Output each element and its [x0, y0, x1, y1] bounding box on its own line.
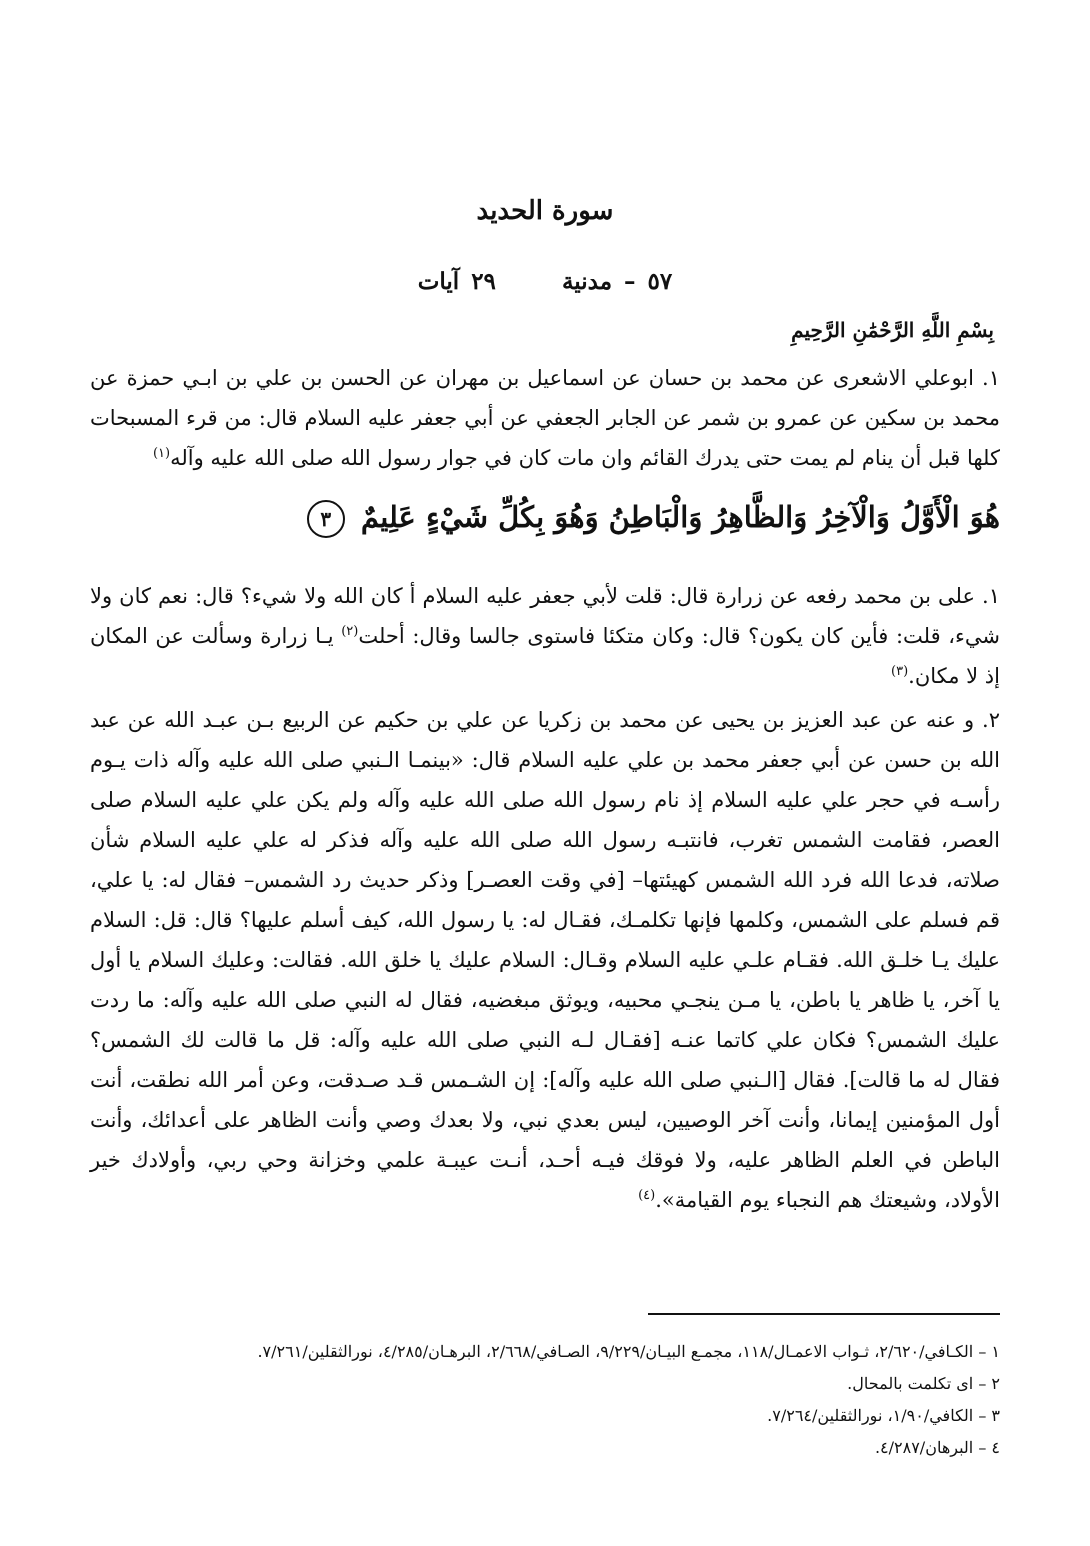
quran-verse-text: هُوَ الْأَوَّلُ وَالْآخِرُ وَالظَّاهِرُ وَالْبَاطِنُ وَهُوَ بِكُلِّ شَيْءٍ عَلِيمٌ: [360, 500, 1000, 534]
hadith-before-verse-text: ١. ابوعلي الاشعرى عن محمد بن حسان عن اسماعيل بن مهران عن الحسن بن علي بن ابـي حمزة عن محمد بن سكين عن عمرو بن شمر عن الجابر الجعفي عن أبي جعفر عليه السلام قال: من قرء المسبحات كلها قبل أن ينام لم يمت حتى يدرك القائم وان مات كان في جوار رسول الله صلى الله عليه وآله: [90, 366, 1000, 470]
footnote-ref-1: (١): [152, 446, 171, 461]
footnote-separator: [648, 1313, 1000, 1315]
footnote-1: ١ – الكـافي/٢/٦٢٠، ثـواب الاعمـال/١١٨، مجمـع البيـان/٩/٢٢٩، الصـافي/٢/٦٦٨، البرهـان/٤/٢٨٥، نورالثقلين/٧/٢٦١.: [257, 1342, 1000, 1361]
surah-verses-count: ٢٩ آيات: [417, 268, 496, 295]
footnote-ref-2: (٢): [341, 624, 359, 639]
footnote-3: ٣ – الكافي/١/٩٠، نورالثقلين/٧/٢٦٤.: [767, 1406, 1000, 1425]
hadith-1-text: ١. على بن محمد رفعه عن زرارة قال: قلت لأبي جعفر عليه السلام أ كان الله ولا شيء؟ قال: نعم كان ولا شيء، قلت: فأين كان يكون؟ قال: وكان متكئا فاستوى جالسا وقال: أحلت: [90, 584, 1001, 648]
quran-verse: [90, 500, 1000, 538]
surah-title: سورة الحديد: [476, 196, 614, 226]
hadith-1-text-end: يـا زرارة وسألت عن المكان إذ لا مكان.: [90, 624, 1000, 688]
surah-meta: [90, 268, 1000, 295]
hadith-before-verse: [90, 358, 1000, 478]
hadith-2: [90, 700, 1000, 1220]
surah-number-type: ٥٧ – مدنية: [561, 268, 673, 295]
footnote-2: ٢ – اى تكلمت بالمحال.: [847, 1374, 1000, 1393]
footnote-ref-4: (٤): [638, 1188, 656, 1203]
footnote-4: ٤ – البرهان/٤/٢٨٧.: [874, 1438, 1000, 1457]
hadith-2-text: ٢. و عنه عن عبد العزيز بن يحيى عن محمد بن زكريا عن علي بن حكيم عن الربيع بـن عبـد الله عن عبد الله بن حسن عن أبي جعفر محمد بن علي عليه السلام قال: «بينمـا الـنبي صلى الله عليه وآله ذات يـوم رأسـه في حجر علي عليه السلام إذ نام رسول الله صلى الله عليه وآله ولم يكن علي عليه السلام صلى العصر، فقامت الشمس تغرب، فانتبـه رسول الله صلى الله عليه وآله فذكر له علي عليه السلام شأن صلاته، فدعا الله فرد الله الشمس كهيئتها– [في وقت العصـر] وذكر حديث رد الشمس– فقال له: يا علي، قم فسلم على الشمس، وكلمها فإنها تكلمـك، فقـال له: يا رسول الله، كيف أسلم عليها؟ قال: قل: السلام عليك يـا خلـق الله. فقـام علـي عليه السلام وقـال: السلام عليك يا خلق الله. فقالت: وعليك السلام يا أول يا آخر، يا ظاهر يا باطن، يا مـن ينجـي محبيه، ويوثق مبغضيه، فقال له النبي صلى الله عليه وآله: ما ردت عليك الشمس؟ فكان علي كاتما عنـه [فقـال لـه النبي صلى الله عليه وآله: قل ما قالت لك الشمس؟ فقال له ما قالت]. فقال [الـنبي صلى الله عليه وآله]: إن الشـمس قـد صـدقت، وعن أمر الله نطقت، أنت أول المؤمنين إيمانا، وأنت آخر الوصيين، ليس بعدي نبي، ولا بعدك وصي وأنت الظاهر على أعدائك، وأنت الباطن في العلم الظاهر عليه، ولا فوقك فيـه أحـد، أنـت عيبـة علمي وخزانة وحي ربي، وأولادك خير الأولاد، وشيعتك هم النجباء يوم القيامة».: [90, 708, 1000, 1212]
hadith-1: [90, 576, 1000, 696]
footnote-ref-3: (٣): [891, 664, 909, 679]
ayah-number-marker: ٣: [307, 500, 345, 538]
book-page: [90, 0, 1000, 1546]
basmala: بِسْمِ اللَّهِ الرَّحْمَٰنِ الرَّحِيمِ: [791, 318, 994, 342]
footnotes-list: [90, 1336, 1000, 1464]
